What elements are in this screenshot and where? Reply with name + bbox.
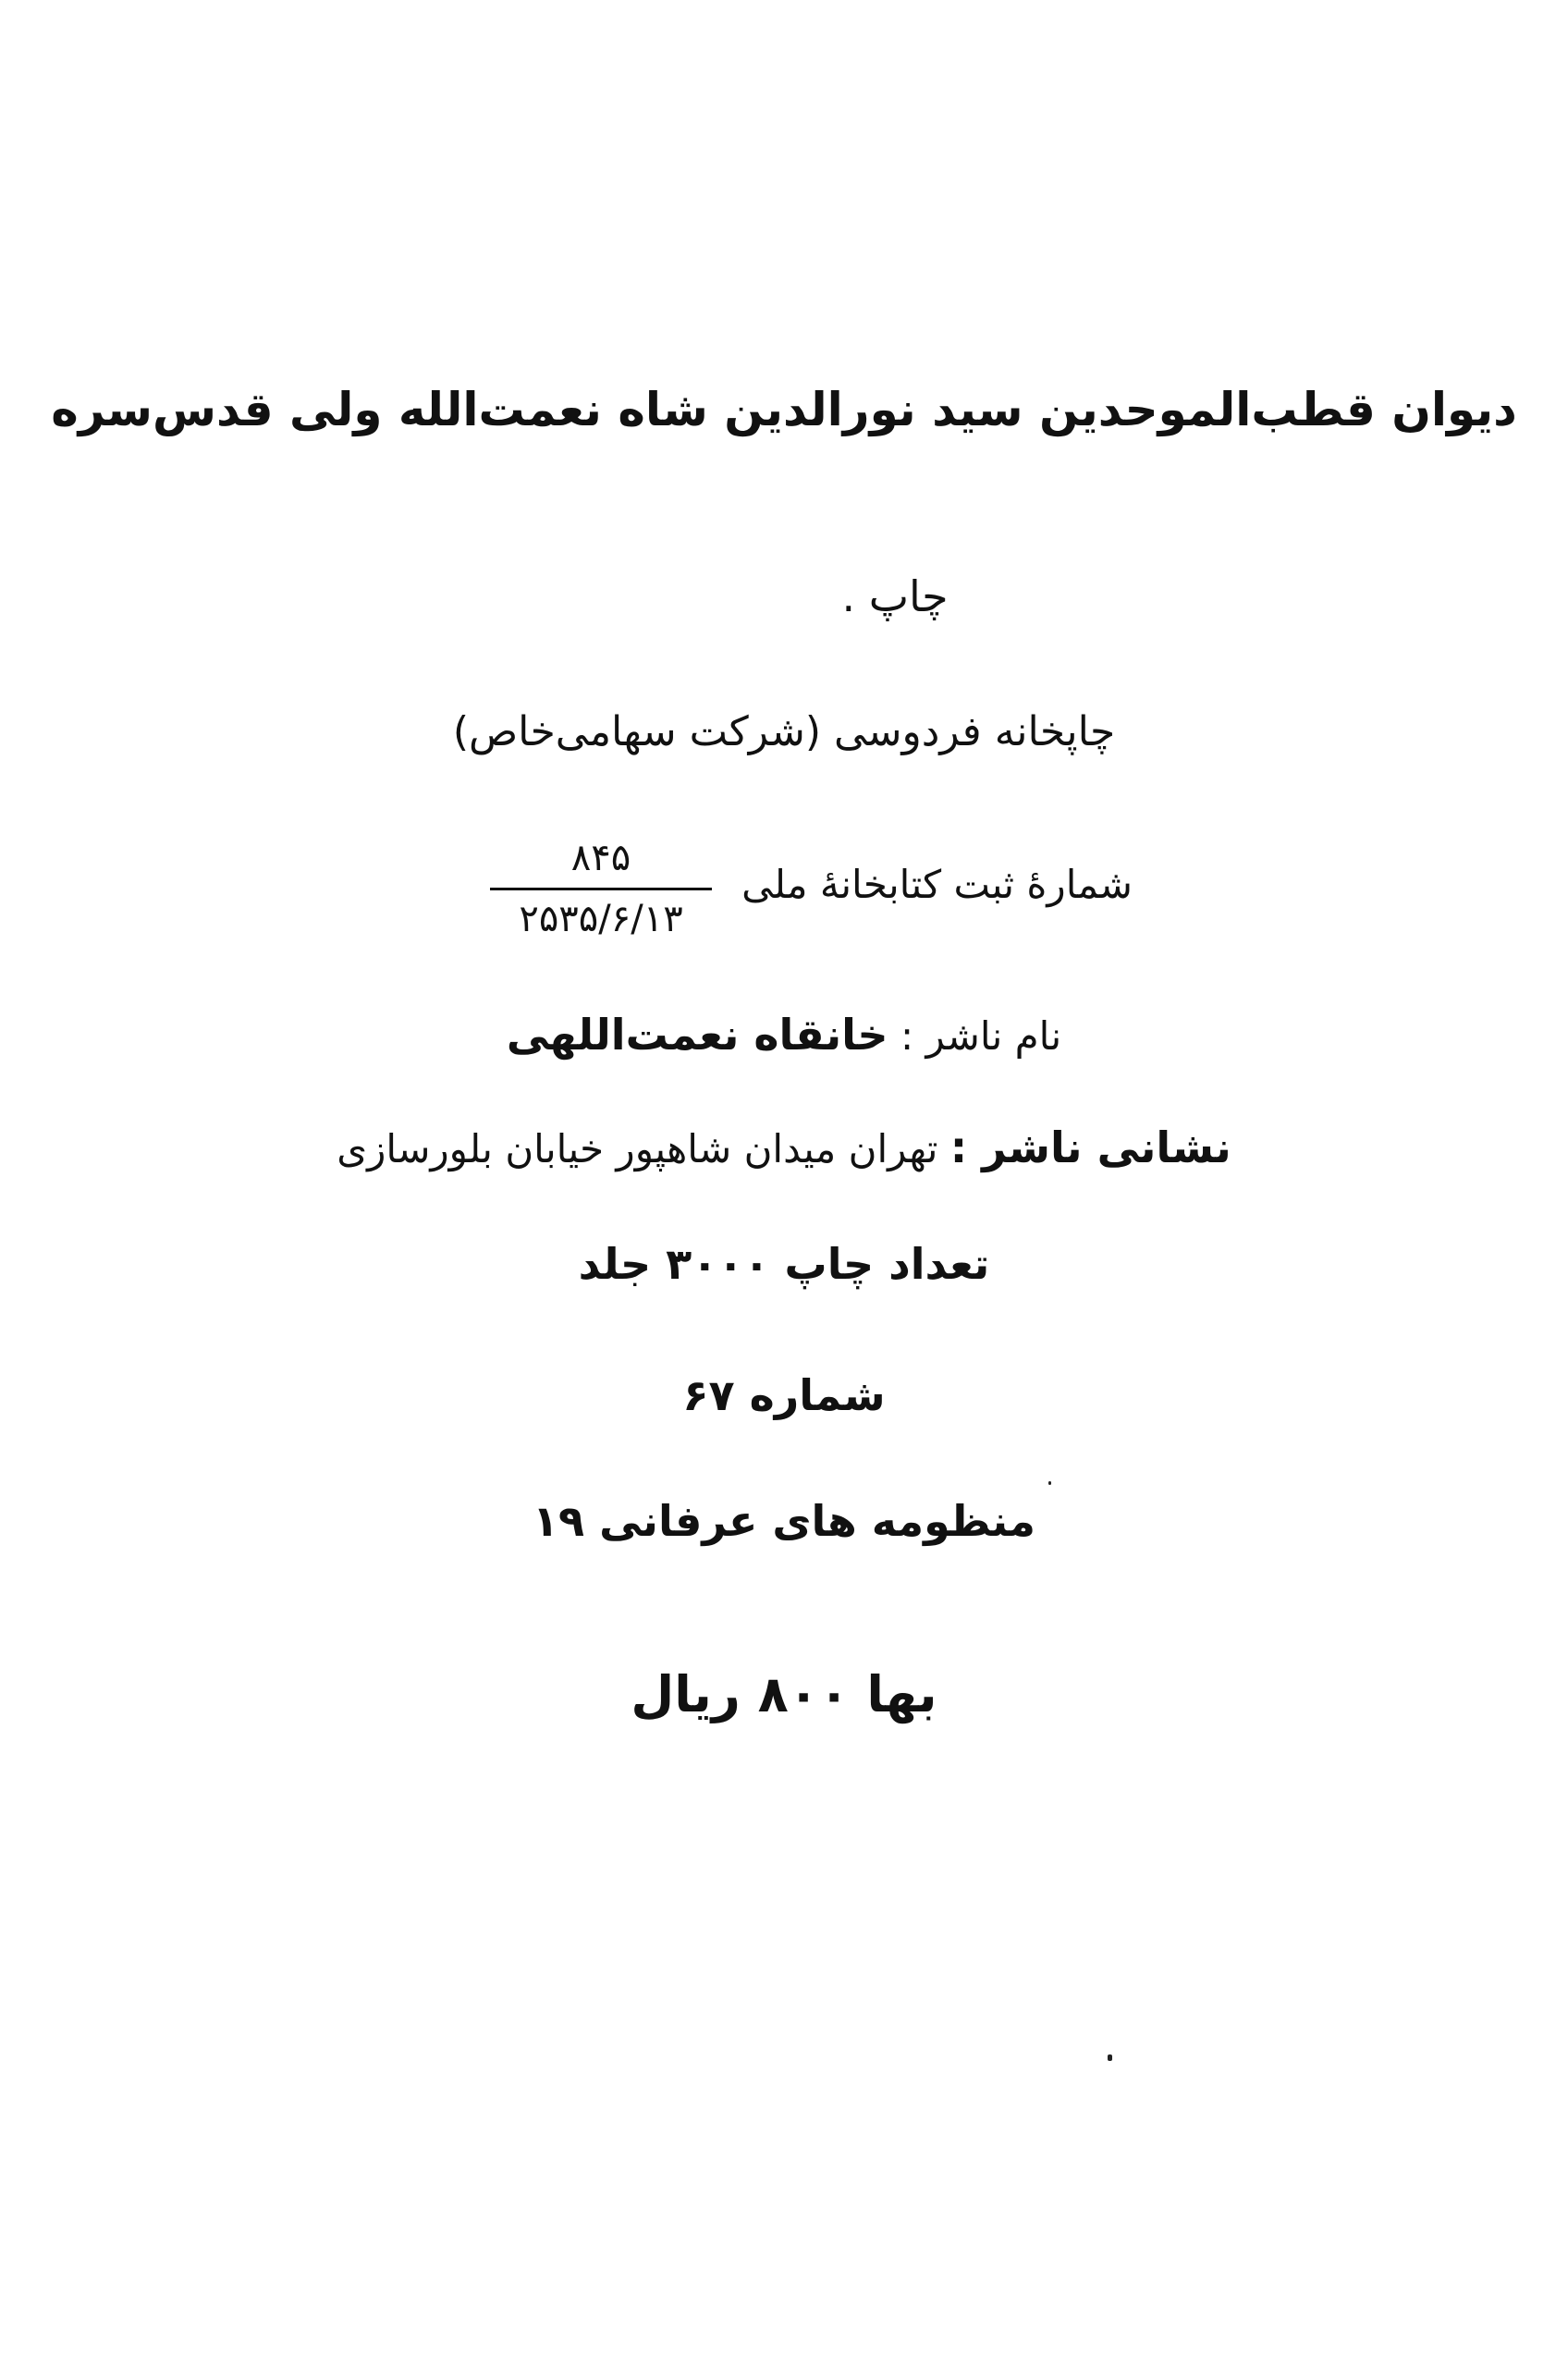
fraction-bar: [490, 888, 712, 890]
address-label: نشانی ناشر :: [949, 1122, 1231, 1172]
national-library-label: شمارهٔ ثبت کتابخانهٔ ملی: [741, 862, 1133, 907]
registration-date: ۲۵۳۵/۶/۱۳: [519, 898, 683, 940]
issue-number: شماره ۶۷: [682, 1370, 886, 1420]
price: بها ۸۰۰ ریال: [631, 1665, 937, 1723]
book-title: دیوان قطب‌الموحدین سید نورالدین شاه نعمت‌الله ولی قدس‌سره: [51, 383, 1517, 436]
ink-speck: [1108, 2054, 1112, 2061]
address-value: تهران میدان شاهپور خیابان بلورسازی: [337, 1126, 938, 1171]
printing-house: چاپخانه فردوسی (شرکت سهامی‌خاص): [452, 708, 1116, 755]
address-line: [0, 1122, 1568, 1172]
series-title: منظومه های عرفانی ۱۹: [532, 1496, 1036, 1546]
ink-speck: [1048, 1481, 1051, 1485]
publisher-label: نام ناشر :: [900, 1013, 1062, 1059]
print-run: تعداد چاپ ۳۰۰۰ جلد: [578, 1239, 990, 1289]
registration-number: ۸۴۵: [570, 837, 631, 879]
publisher-name: خانقاه نعمت‌اللهی: [506, 1010, 888, 1060]
national-library-registration: [490, 837, 712, 941]
publisher-line: [0, 1010, 1568, 1060]
edition-line: چاپ .: [841, 571, 949, 621]
